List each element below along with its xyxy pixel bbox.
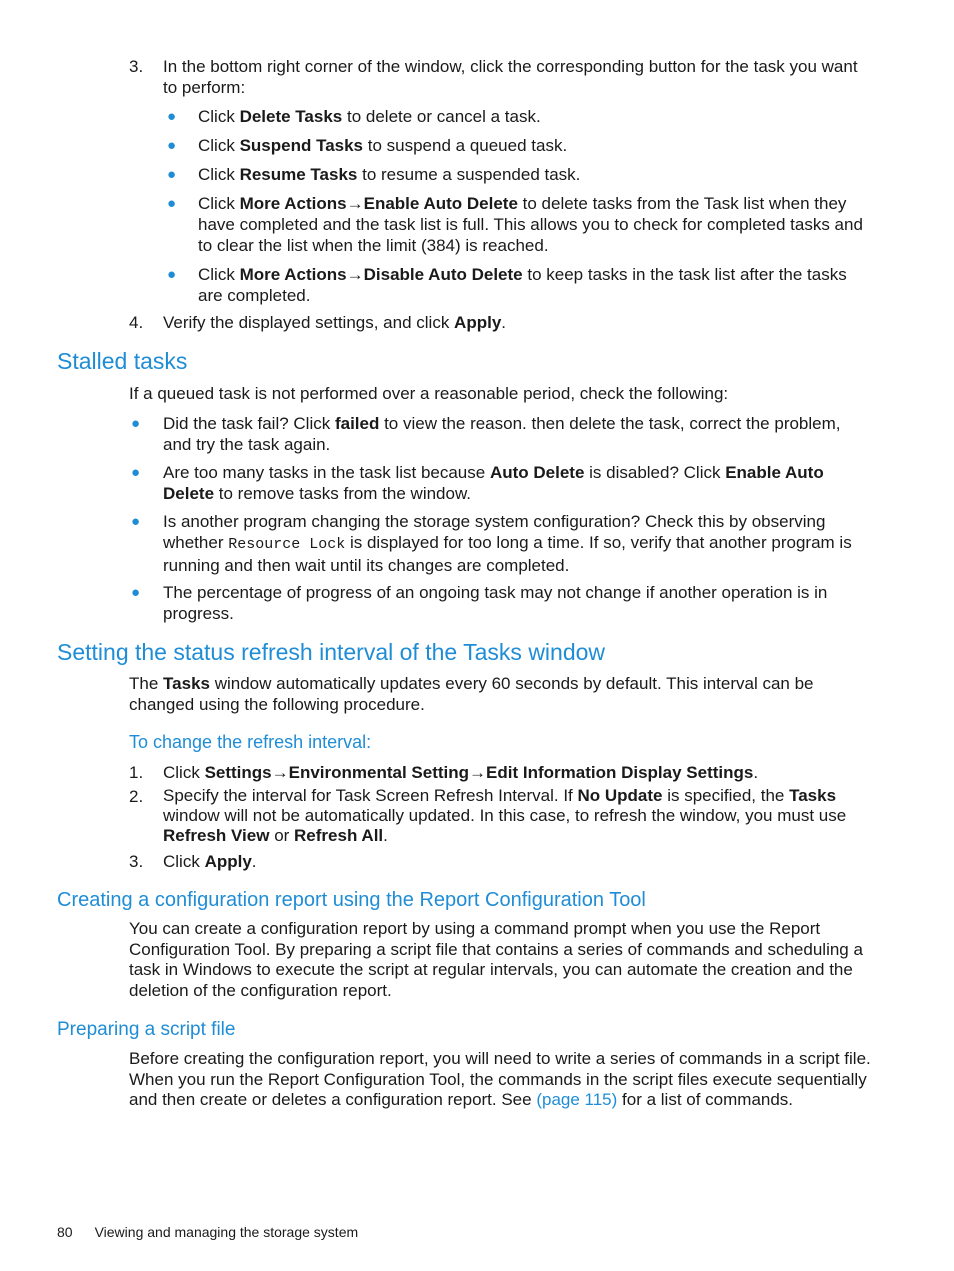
bullet-dot-icon: ● bbox=[167, 108, 177, 125]
bullet-dot-icon: ● bbox=[131, 584, 141, 601]
procedure-heading: To change the refresh interval: bbox=[129, 732, 372, 752]
section-heading: Setting the status refresh interval of the Tasks window bbox=[57, 639, 606, 665]
list-item: Click Resume Tasks to resume a suspended task. bbox=[198, 165, 581, 184]
paragraph: The Tasks window automatically updates every 60 seconds by default. This interval can be changed using the following procedure. bbox=[129, 674, 814, 714]
list-item: Click Suspend Tasks to suspend a queued task. bbox=[198, 136, 568, 155]
step-text: Click Apply. bbox=[163, 852, 257, 871]
step-text: Verify the displayed settings, and click Apply. bbox=[163, 313, 507, 332]
bullet-dot-icon: ● bbox=[167, 166, 177, 183]
subsection-heading: Preparing a script file bbox=[57, 1019, 236, 1040]
list-item: The percentage of progress of an ongoing task may not change if another operation is in progress. bbox=[163, 583, 828, 623]
step-number: 3. bbox=[129, 852, 144, 871]
step-text: Specify the interval for Task Screen Refresh Interval. If No Update is specified, the Tasks window will not be automatically updated. In this case, to refresh the window, you must use Refresh View or Refresh All. bbox=[163, 786, 847, 845]
bullet-dot-icon: ● bbox=[131, 464, 141, 481]
step-number: 2. bbox=[129, 787, 144, 806]
list-item: Did the task fail? Click failed to view the reason. then delete the task, correct the problem, and try the task again. bbox=[163, 414, 841, 454]
list-item: Are too many tasks in the task list because Auto Delete is disabled? Click Enable Auto Delete to remove tasks from the window. bbox=[163, 463, 824, 503]
list-item: Click More Actions→Enable Auto Delete to delete tasks from the Task list when they have completed and the task list is full. This allows you to check for completed tasks and to clear the list when the limit (384) is reached. bbox=[198, 194, 863, 255]
bullet-dot-icon: ● bbox=[167, 137, 177, 154]
bullet-dot-icon: ● bbox=[131, 513, 141, 530]
bullet-dot-icon: ● bbox=[131, 415, 141, 432]
step-number: 4. bbox=[129, 313, 144, 332]
paragraph: You can create a configuration report by using a command prompt when you use the Report Configuration Tool. By preparing a script file that contains a series of commands and scheduling a task in Windows to execute the script at regular intervals, you can automate the creation and the deletion of the configuration report. bbox=[129, 919, 863, 1001]
section-heading: Stalled tasks bbox=[57, 348, 188, 374]
paragraph: If a queued task is not performed over a reasonable period, check the following: bbox=[129, 384, 729, 403]
list-item: Is another program changing the storage system configuration? Check this by observing whether Resource Lock is displayed for too long a time. If so, verify that another program is running and then wait until its changes are completed. bbox=[163, 512, 852, 575]
step-text: Click Settings→Environmental Setting→Edit Information Display Settings. bbox=[163, 763, 759, 782]
step-number: 1. bbox=[129, 763, 144, 782]
page-number: 80 bbox=[57, 1224, 73, 1240]
footer-section-title: Viewing and managing the storage system bbox=[94, 1224, 359, 1240]
section-heading: Creating a configuration report using the Report Configuration Tool bbox=[57, 889, 646, 911]
bullet-dot-icon: ● bbox=[167, 266, 177, 283]
page-footer bbox=[57, 1222, 358, 1243]
list-item: Click Delete Tasks to delete or cancel a task. bbox=[198, 107, 541, 126]
step-number: 3. bbox=[129, 57, 144, 76]
bullet-dot-icon: ● bbox=[167, 195, 177, 212]
page-link[interactable]: (page 115) bbox=[536, 1090, 618, 1110]
step-text: In the bottom right corner of the window, click the corresponding button for the task you want to perform: bbox=[163, 57, 858, 97]
paragraph: Before creating the configuration report, you will need to write a series of commands in a script file. When you run the Report Configuration Tool, the commands in the script files execute sequentially and then create or deletes a configuration report. See (page 115) for a list of commands. bbox=[129, 1049, 871, 1110]
list-item: Click More Actions→Disable Auto Delete to keep tasks in the task list after the tasks are completed. bbox=[198, 265, 847, 305]
